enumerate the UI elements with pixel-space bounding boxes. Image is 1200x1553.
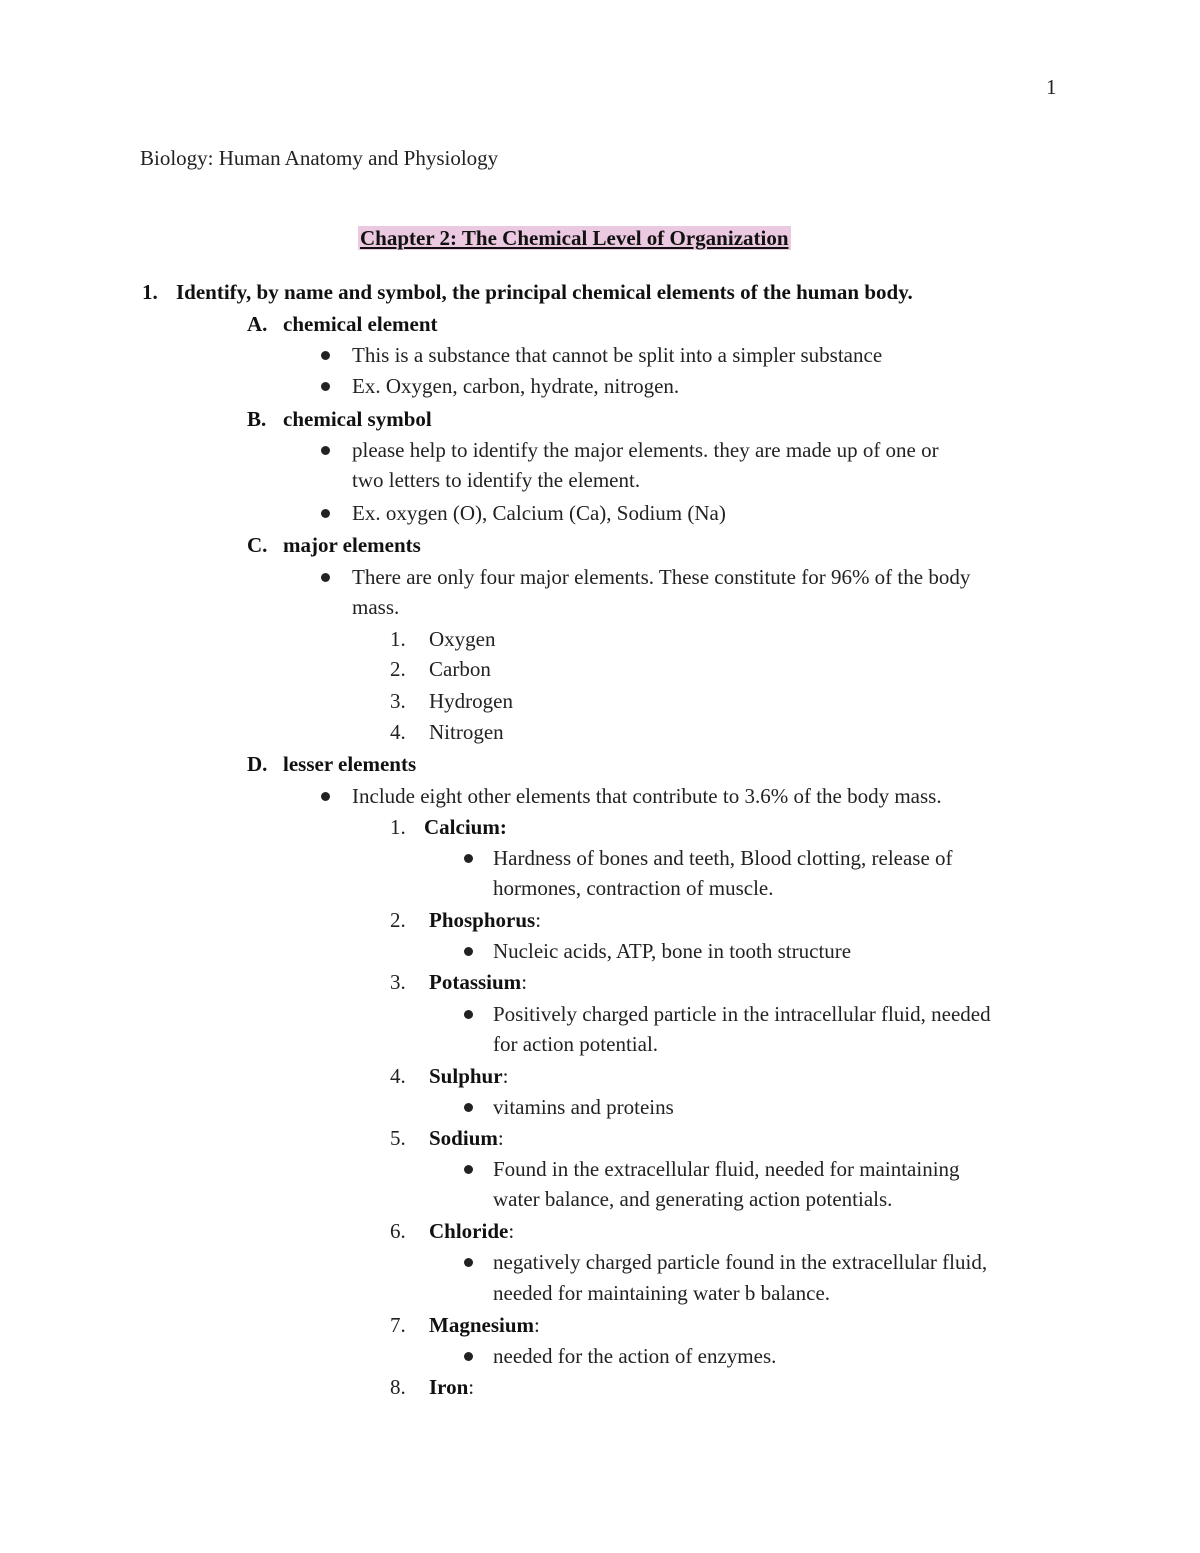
lesser-element-name: Sodium bbox=[429, 1126, 498, 1150]
section-b-bullet-2: Ex. oxygen (O), Calcium (Ca), Sodium (Na) bbox=[352, 501, 726, 525]
bullet-icon bbox=[464, 1352, 473, 1361]
lesser-element-name-wrap bbox=[429, 1375, 474, 1399]
lesser-element-name: Potassium bbox=[429, 970, 522, 994]
lesser-element-detail: needed for maintaining water b balance. bbox=[493, 1281, 831, 1305]
lesser-element-detail: Nucleic acids, ATP, bone in tooth structure bbox=[493, 939, 852, 963]
course-title: Biology: Human Anatomy and Physiology bbox=[140, 146, 499, 170]
lesser-element-detail: water balance, and generating action potentials. bbox=[493, 1187, 893, 1211]
label-colon: : bbox=[468, 1375, 475, 1399]
bullet-icon bbox=[464, 1165, 473, 1174]
page-number: 1 bbox=[1046, 75, 1057, 99]
bullet-icon bbox=[321, 382, 330, 391]
lesser-element-detail: for action potential. bbox=[493, 1032, 659, 1056]
list-item-number: 5. bbox=[390, 1126, 406, 1150]
lesser-element-name-wrap bbox=[429, 1064, 508, 1088]
section-c-letter: C. bbox=[247, 533, 268, 557]
lesser-element-detail: vitamins and proteins bbox=[493, 1095, 674, 1119]
bullet-icon bbox=[321, 446, 330, 455]
label-colon: : bbox=[535, 908, 542, 932]
list-item-number: 7. bbox=[390, 1313, 406, 1337]
list-item-number: 8. bbox=[390, 1375, 406, 1399]
label-colon: : bbox=[521, 970, 528, 994]
lesser-element-name-wrap bbox=[429, 1313, 540, 1337]
list-item-number: 4. bbox=[390, 720, 406, 744]
lesser-element-name-wrap bbox=[429, 908, 541, 932]
list-item-number: 2. bbox=[390, 908, 406, 932]
label-colon: : bbox=[502, 1064, 509, 1088]
major-element: Oxygen bbox=[429, 627, 496, 651]
section-a-heading: chemical element bbox=[283, 312, 438, 336]
section-b-bullet-1-line-1: please help to identify the major elements. they are made up of one or bbox=[352, 438, 939, 462]
lesser-element-detail: Positively charged particle in the intracellular fluid, needed bbox=[493, 1002, 991, 1026]
lesser-element-detail: negatively charged particle found in the extracellular fluid, bbox=[493, 1250, 988, 1274]
bullet-icon bbox=[321, 573, 330, 582]
bullet-icon bbox=[464, 854, 473, 863]
label-colon: : bbox=[497, 1126, 504, 1150]
section-d-letter: D. bbox=[247, 752, 268, 776]
chapter-title: Chapter 2: The Chemical Level of Organization bbox=[360, 226, 789, 250]
section-d-heading: lesser elements bbox=[283, 752, 417, 776]
lesser-element-name: Chloride bbox=[429, 1219, 509, 1243]
list-item-number: 2. bbox=[390, 657, 406, 681]
lesser-element-name: Phosphorus bbox=[429, 908, 536, 932]
section-b-bullet-1-line-2: two letters to identify the element. bbox=[352, 468, 641, 492]
list-item-number: 6. bbox=[390, 1219, 406, 1243]
objective-text: Identify, by name and symbol, the principal chemical elements of the human body. bbox=[176, 280, 913, 304]
lesser-element-name: Magnesium bbox=[429, 1313, 534, 1337]
bullet-icon bbox=[321, 351, 330, 360]
section-a-bullet-1: This is a substance that cannot be split into a simpler substance bbox=[352, 343, 883, 367]
lesser-element-name-wrap bbox=[429, 1219, 514, 1243]
major-element: Nitrogen bbox=[429, 720, 504, 744]
lesser-element-detail: needed for the action of enzymes. bbox=[493, 1344, 777, 1368]
lesser-element-name-wrap bbox=[429, 1126, 504, 1150]
list-item-number: 1. bbox=[390, 815, 406, 839]
lesser-element-name-wrap bbox=[429, 970, 527, 994]
major-element: Carbon bbox=[429, 657, 491, 681]
section-b-heading: chemical symbol bbox=[283, 407, 432, 431]
section-c-heading: major elements bbox=[283, 533, 421, 557]
major-element: Hydrogen bbox=[429, 689, 513, 713]
bullet-icon bbox=[321, 792, 330, 801]
label-colon: : bbox=[508, 1219, 515, 1243]
section-c-bullet-1-line-1: There are only four major elements. These constitute for 96% of the body bbox=[352, 565, 971, 589]
bullet-icon bbox=[464, 1103, 473, 1112]
section-c-bullet-1-line-2: mass. bbox=[352, 595, 400, 619]
section-a-bullet-2: Ex. Oxygen, carbon, hydrate, nitrogen. bbox=[352, 374, 680, 398]
section-d-bullet-1: Include eight other elements that contribute to 3.6% of the body mass. bbox=[352, 784, 942, 808]
lesser-element-name: Iron bbox=[429, 1375, 469, 1399]
bullet-icon bbox=[464, 947, 473, 956]
list-item-number: 3. bbox=[390, 689, 406, 713]
list-item-number: 4. bbox=[390, 1064, 406, 1088]
bullet-icon bbox=[321, 509, 330, 518]
objective-number: 1. bbox=[142, 280, 158, 304]
bullet-icon bbox=[464, 1010, 473, 1019]
lesser-element-detail: hormones, contraction of muscle. bbox=[493, 876, 774, 900]
lesser-element-detail: Found in the extracellular fluid, needed for maintaining bbox=[493, 1157, 960, 1181]
list-item-number: 3. bbox=[390, 970, 406, 994]
section-b-letter: B. bbox=[247, 407, 267, 431]
label-colon: : bbox=[534, 1313, 540, 1337]
list-item-number: 1. bbox=[390, 627, 406, 651]
lesser-element-name: Calcium: bbox=[424, 815, 507, 839]
lesser-element-detail: Hardness of bones and teeth, Blood clotting, release of bbox=[493, 846, 953, 870]
lesser-element-name: Sulphur bbox=[429, 1064, 503, 1088]
bullet-icon bbox=[464, 1258, 473, 1267]
section-a-letter: A. bbox=[247, 312, 268, 336]
